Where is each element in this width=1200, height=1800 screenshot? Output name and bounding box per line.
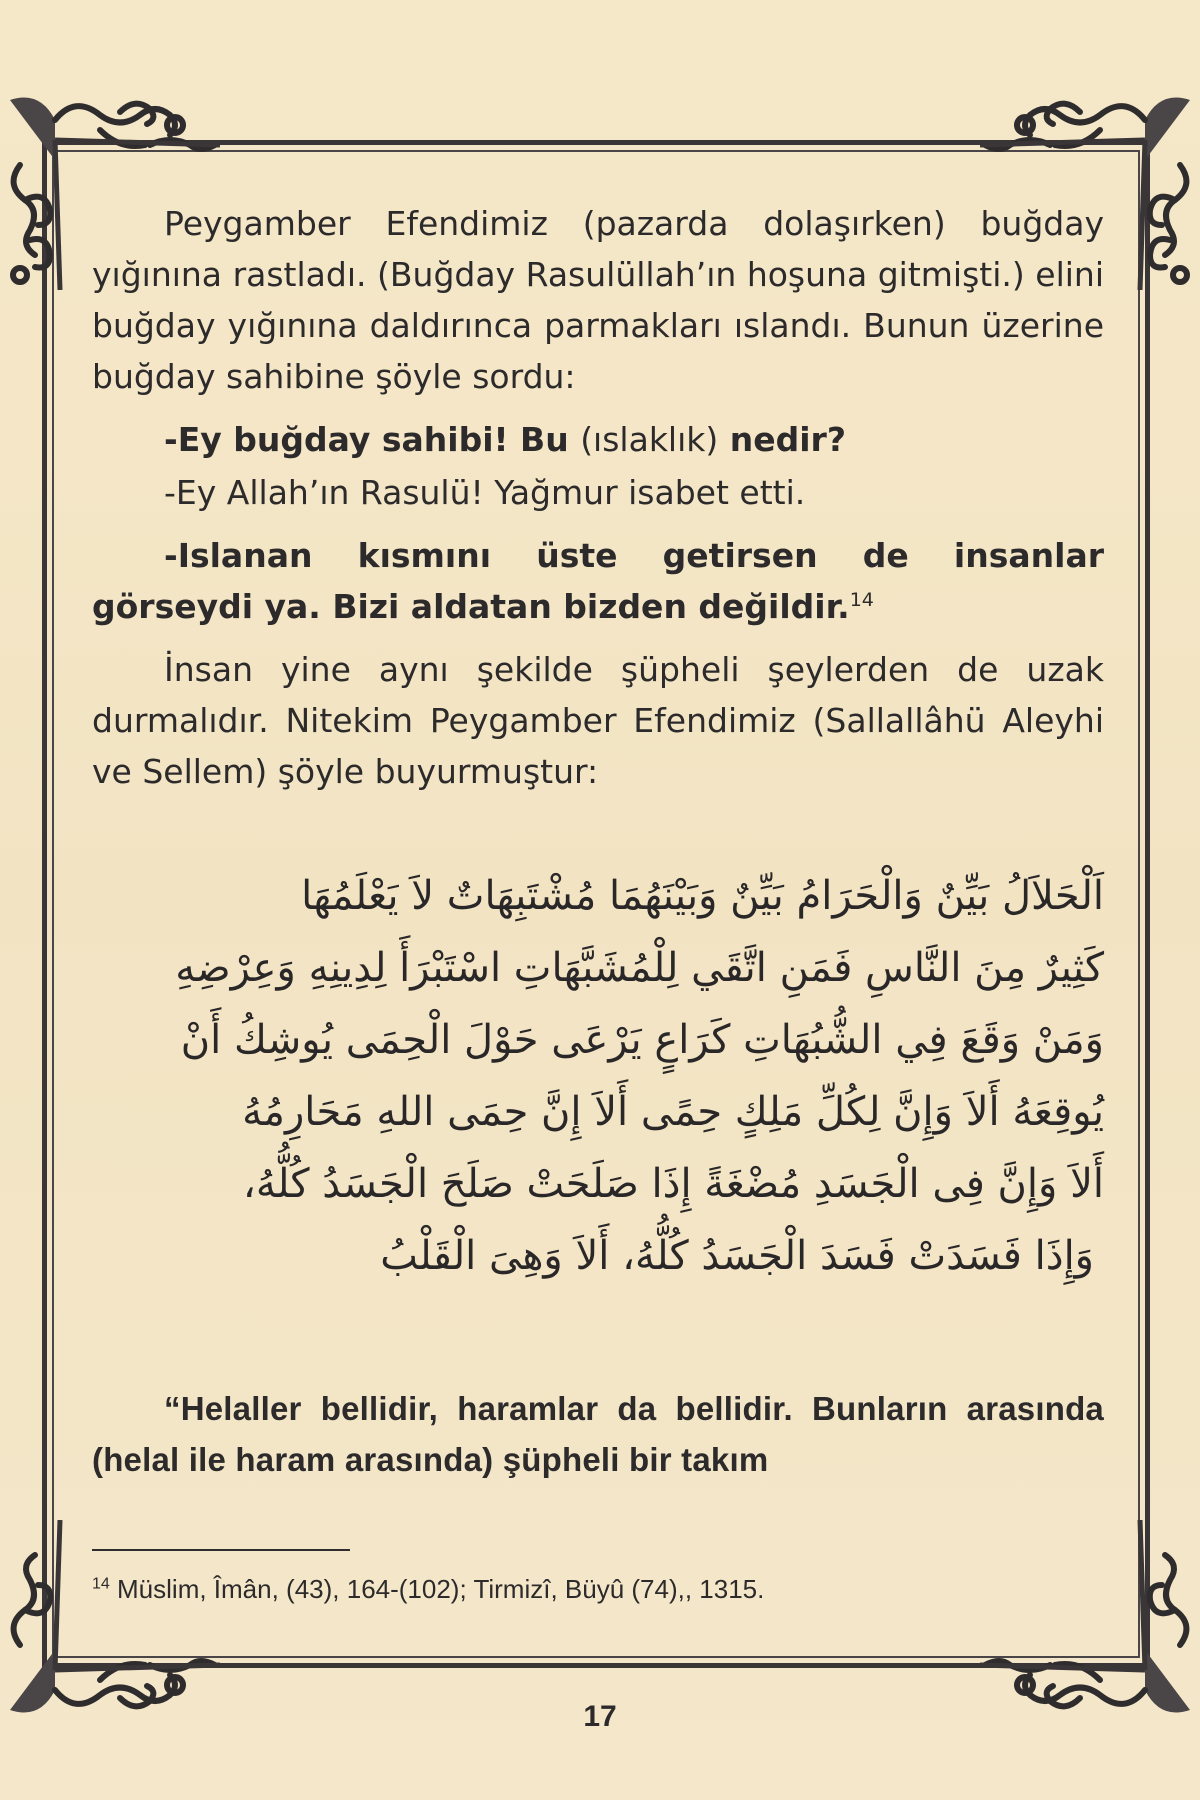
ornament-corner-bottom-right-icon [980, 1520, 1200, 1720]
dialogue-reply-text: -Islanan kısmını üste getirsen de insanlar görseydi ya. Bizi aldatan bizden değildir. [92, 536, 1104, 626]
footnote [92, 1571, 1092, 1607]
dialogue-question [92, 414, 1104, 465]
footnote-reference[interactable]: 14 [849, 589, 874, 611]
arabic-line: وَإِذَا فَسَدَتْ فَسَدَ الْجَسَدُ كُلُّهُ، أَلاَ وَهِىَ الْقَلْبُ [380, 1233, 1094, 1279]
arabic-line: أَلاَ وَإِنَّ فِى الْجَسَدِ مُضْغَةً إِذَا صَلَحَتْ صَلَحَ الْجَسَدُ كُلُّهُ، [242, 1161, 1104, 1207]
footnote-number: 14 [92, 1575, 110, 1593]
body-text [92, 198, 1104, 797]
arabic-line: وَمَنْ وَقَعَ فِي الشُّبُهَاتِ كَرَاعٍ يَرْعَى حَوْلَ الْحِمَى يُوشِكُ أَنْ [180, 1017, 1104, 1063]
arabic-line: اَلْحَلاَلُ بَيِّنٌ وَالْحَرَامُ بَيِّنٌ وَبَيْنَهُمَا مُشْتَبِهَاتٌ لاَ يَعْلَمُهَا [301, 873, 1104, 919]
dialogue-question-part2: nedir? [718, 420, 846, 459]
dialogue-question-aside: (ıslaklık) [580, 420, 719, 459]
arabic-hadith [92, 860, 1104, 1292]
dialogue-reply [92, 530, 1104, 632]
hadith-translation-text: “Helaller bellidir, haramlar da bellidir. Bunların arasında (helal ile haram arasında) şüpheli bir takım [92, 1390, 1104, 1478]
dialogue-answer: -Ey Allah’ın Rasulü! Yağmur isabet etti. [164, 473, 806, 512]
footnote-divider [92, 1549, 350, 1551]
dialogue-question-part1: -Ey buğday sahibi! Bu [164, 420, 581, 459]
footnote-text: Müslim, Îmân, (43), 164-(102); Tirmizî, Büyû (74),, 1315. [109, 1574, 765, 1604]
hadith-translation [92, 1383, 1104, 1485]
arabic-line: كَثِيرٌ مِنَ النَّاسِ فَمَنِ اتَّقَي لِلْمُشَبَّهَاتِ اسْتَبْرَأَ لِدِينِهِ وَعِرْضِهِ [175, 945, 1104, 991]
paragraph-intro: Peygamber Efendimiz (pazarda dolaşırken) buğday yığınına rastladı. (Buğday Rasulüllah’ın hoşuna gitmişti.) elini buğday yığınına daldırınca parmakları ıslandı. Bunun üzerine buğday sahibine şöyle sordu: [92, 204, 1104, 396]
paragraph-doubtful-things: İnsan yine aynı şekilde şüpheli şeylerden de uzak durmalıdır. Nitekim Peygamber Efendimiz (Sallallâhü Aleyhi ve Sellem) şöyle buyurmuştur: [92, 650, 1104, 791]
page-number: 17 [583, 1700, 617, 1733]
arabic-line: يُوقِعَهُ أَلاَ وَإِنَّ لِكُلِّ مَلِكٍ حِمًى أَلاَ إِنَّ حِمَى اللهِ مَحَارِمُهُ [242, 1089, 1104, 1135]
